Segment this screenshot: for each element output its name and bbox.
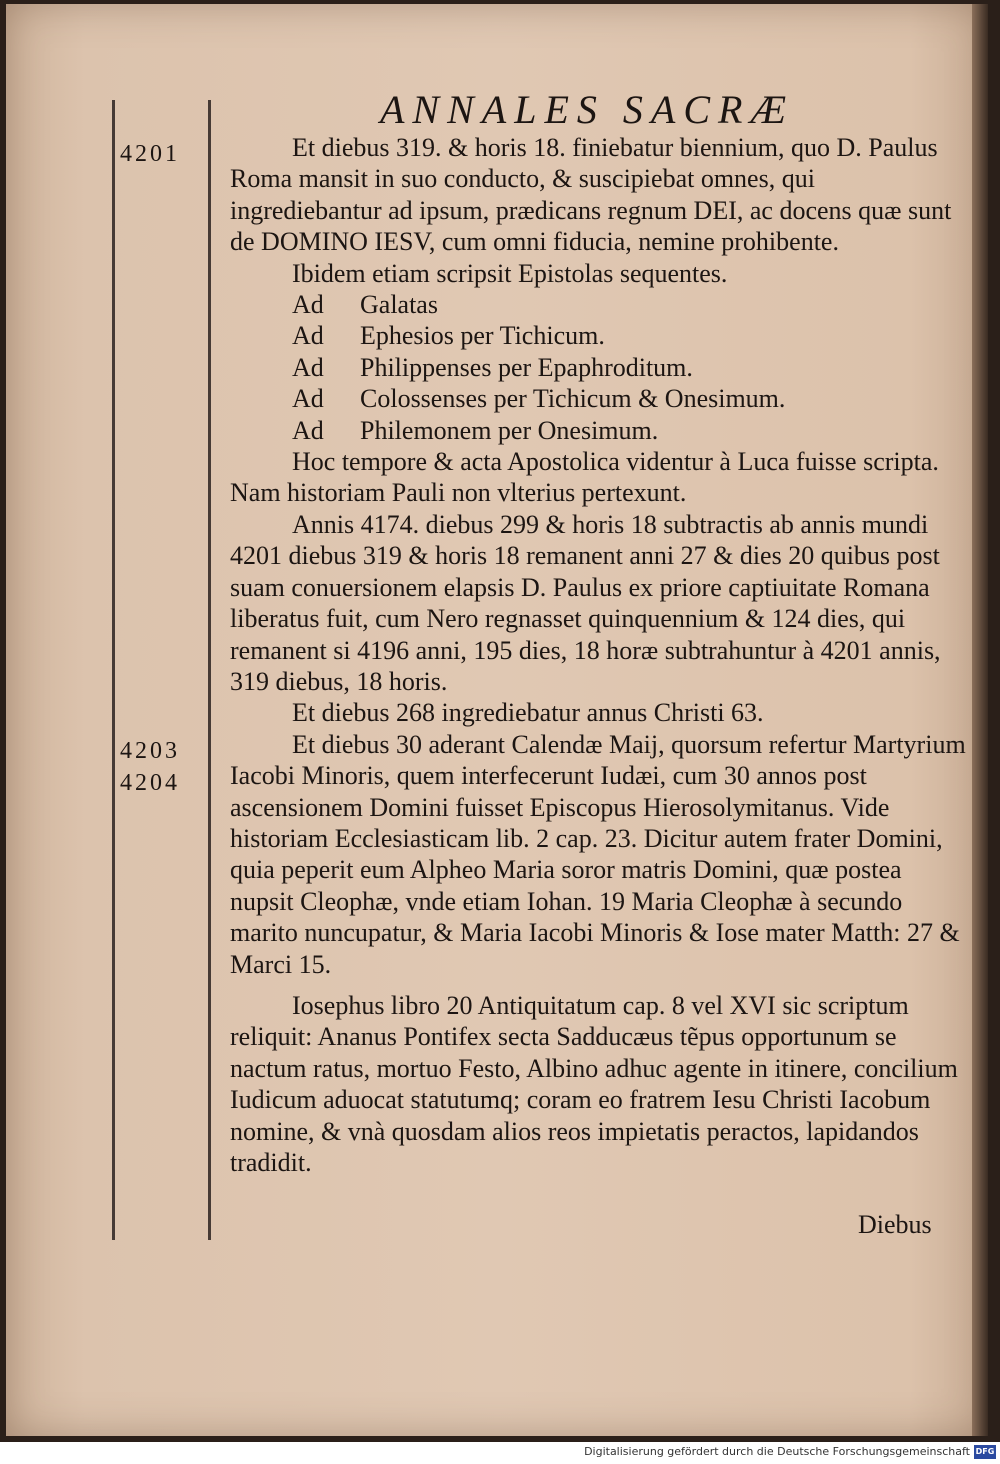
- paragraph: Et diebus 268 ingrediebatur annus Christi 63.: [292, 698, 764, 728]
- catchword: Diebus: [858, 1210, 932, 1239]
- margin-year: 4204: [120, 770, 180, 796]
- paragraph: Et diebus 319. & horis 18. finiebatur biennium, quo D. Paulus Roma mansit in suo conducto, & suscipiebat omnes, qui ingrediebantur ad ipsum, prædicans regnum DEI, ac docens quæ sunt de DOMINO IESV, cum omni fiducia, nemine prohibente.: [230, 133, 952, 257]
- epistle-entry: [230, 320, 970, 351]
- dfg-logo: DFG: [974, 1445, 996, 1459]
- epistle-recipient: Ephesios per Tichicum.: [360, 321, 605, 351]
- page-edge: [972, 4, 988, 1436]
- epistle-prefix: Ad: [292, 321, 324, 351]
- epistle-recipient: Colossenses per Tichicum & Onesimum.: [360, 384, 786, 414]
- paragraph: Et diebus 30 aderant Calendæ Maij, quorsum refertur Martyrium Iacobi Minoris, quem interfecerunt Iudæi, cum 30 annos post ascensionem Domini fuisset Episcopus Hierosolymitanus. Vide historiam Ecclesiasticam lib. 2 cap. 23. Dicitur autem frater Domini, quia peperit eum Alpheo Maria soror matris Domini, quæ postea nupsit Cleophæ, vnde etiam Iohan. 19 Maria Cleophæ à secundo marito nuncupatur, & Maria Iacobi Minoris & Iose mater Matth: 27 & Marci 15.: [230, 729, 966, 979]
- epistle-prefix: Ad: [292, 352, 324, 382]
- epistle-entry: [230, 383, 970, 414]
- footer-bar: [0, 1442, 1000, 1464]
- paragraph: Iosephus libro 20 Antiquitatum cap. 8 vel XVI sic scriptum reliquit: Ananus Pontifex secta Sadducæus tẽpus opportunum se nactum ratus, mortuo Festo, Albino adhuc agente in itinere, concilium Iudicum aduocat statutumq; coram eo fratrem Iesu Christi Iacobum nomine, & vnà quosdam alios reos impietatis peractos, lapidandos tradidit.: [230, 990, 958, 1177]
- paragraph: Hoc tempore & acta Apostolica videntur à Luca fuisse scripta. Nam historiam Pauli non vlterius pertexunt.: [230, 447, 939, 508]
- epistle-recipient: Galatas: [360, 290, 438, 320]
- footer-credit: Digitalisierung gefördert durch die Deutsche Forschungsgemeinschaft: [584, 1445, 970, 1458]
- paragraph: Ibidem etiam scripsit Epistolas sequentes.: [292, 258, 728, 288]
- margin-rule-outer: [112, 100, 115, 1240]
- epistle-prefix: Ad: [292, 290, 324, 320]
- paragraph: Annis 4174. diebus 299 & horis 18 subtractis ab annis mundi 4201 diebus 319 & horis 18 remanent anni 27 & dies 20 quibus post suam conuersionem elapsis D. Paulus ex priore captiuitate Romana liberatus fuit, cum Nero regnasset quinquennium & 124 dies, qui remanent si 4196 anni, 195 dies, 18 horæ subtrahuntur à 4201 annis, 319 diebus, 18 horis.: [230, 509, 941, 696]
- epistle-entry: [230, 415, 970, 446]
- epistle-prefix: Ad: [292, 415, 324, 445]
- page-body-text: [230, 132, 970, 1178]
- epistle-recipient: Philemonem per Onesimum.: [360, 415, 659, 445]
- margin-year: 4201: [120, 141, 180, 167]
- paragraph-gap: [230, 980, 970, 990]
- epistle-prefix: Ad: [292, 384, 324, 414]
- margin-year: 4203: [120, 738, 180, 764]
- epistle-recipient: Philippenses per Epaphroditum.: [360, 352, 693, 382]
- running-header: ANNALES SACRÆ: [380, 87, 795, 132]
- epistle-entry: [230, 289, 970, 320]
- margin-rule-inner: [208, 100, 211, 1240]
- epistle-entry: [230, 352, 970, 383]
